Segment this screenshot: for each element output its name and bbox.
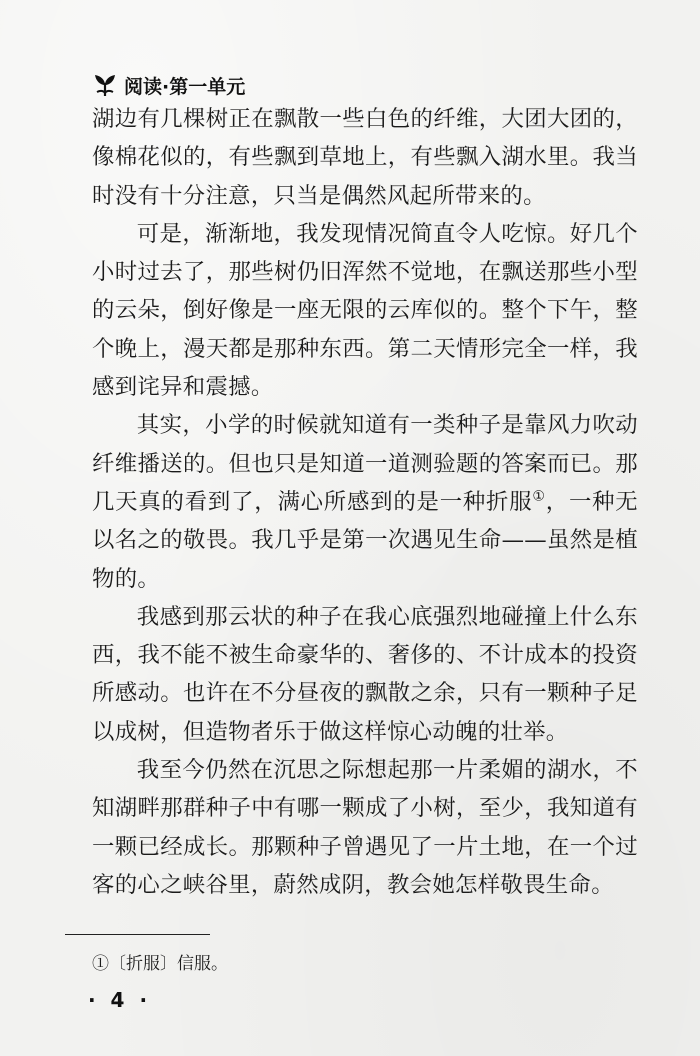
paragraph-5: 我至今仍然在沉思之际想起那一片柔媚的湖水，不知湖畔那群种子中有哪一颗成了小树，至少，我知道有一颗已经成长。那颗种子曾遇见了一片土地，在一个过客的心之峡谷里，蔚然成阴，教会她怎样敬畏生命。 xyxy=(92,757,638,898)
footnote: ①〔折服〕信服。 xyxy=(92,954,228,974)
running-header xyxy=(92,70,245,100)
paragraph-4: 我感到那云状的种子在我心底强烈地碰撞上什么东西，我不能不被生命豪华的、奢侈的、不计成本的投资所感动。也许在不分昼夜的飘散之余，只有一颗种子足以成树，但造物者乐于做这样惊心动魄的壮举。 xyxy=(92,603,638,745)
footnote-divider xyxy=(65,934,210,935)
header-title: 阅读·第一单元 xyxy=(124,75,246,98)
paragraph-3-before: 其实，小学的时候就知道有一类种子是靠风力吹动纤维播送的。但也只是知道一道测验题的答案而已。那几天真的看到了，满心所感到的是一种折服 xyxy=(92,412,638,515)
paragraph-3 xyxy=(92,406,638,597)
paragraph-3-after: ，一种无以名之的敬畏。我几乎是第一次遇见生命——虽然是植物的。 xyxy=(92,488,638,592)
book-sprout-icon xyxy=(92,72,118,98)
article-body xyxy=(92,100,638,904)
paragraph-1: 湖边有几棵树正在飘散一些白色的纤维，大团大团的，像棉花似的，有些飘到草地上，有些飘入湖水里。我当时没有十分注意，只当是偶然风起所带来的。 xyxy=(92,106,638,209)
page-number: · 4 · xyxy=(88,988,152,1012)
footnote-reference[interactable]: ① xyxy=(532,488,546,505)
paragraph-2: 可是，渐渐地，我发现情况简直令人吃惊。好几个小时过去了，那些树仍旧浑然不觉地，在飘送那些小型的云朵，倒好像是一座无限的云库似的。整个下午，整个晚上，漫天都是那种东西。第二天情形完全一样，我感到诧异和震撼。 xyxy=(92,220,638,401)
